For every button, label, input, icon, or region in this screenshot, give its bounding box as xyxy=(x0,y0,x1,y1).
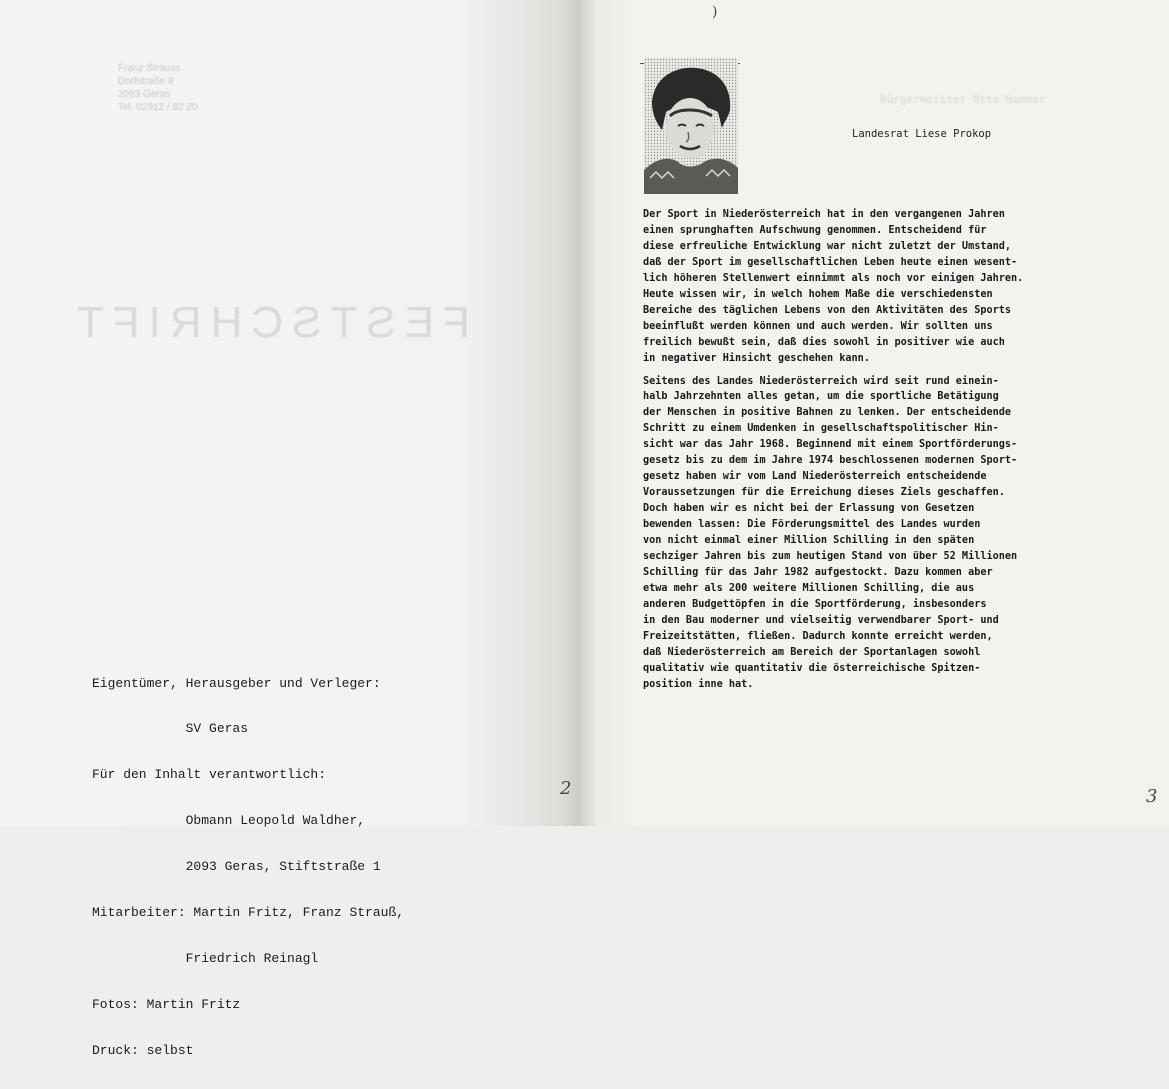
pen-mark: ) xyxy=(712,4,718,20)
stamp-line: Tel. 02912 / 82 20 xyxy=(118,102,198,113)
text-line: qualitativ wie quantitativ die österreichische Spitzen- xyxy=(643,662,981,674)
text-line: diese erfreuliche Entwicklung war nicht zuletzt der Umstand, xyxy=(643,240,1012,252)
text-line: Heute wissen wir, in welch hohem Maße die verschiedensten xyxy=(643,288,993,300)
imprint-block xyxy=(92,645,512,1089)
text-line: halb Jahrzehnten alles getan, um die sportliche Betätigung xyxy=(643,391,999,403)
stamp-line: 2093 Geras xyxy=(118,89,171,100)
stamp-line: Franz Strauss xyxy=(118,63,181,74)
text-line: etwa mehr als 200 weitere Millionen Schilling, die aus xyxy=(643,582,975,594)
text-line: bewenden lassen: Die Förderungsmittel des Landes wurden xyxy=(643,519,981,531)
show-through-title: FESTSCHRIFT xyxy=(67,298,470,347)
text-line: freilich bewußt sein, daß dies sowohl in positiver wie auch xyxy=(643,336,1005,348)
text-line: Voraussetzungen für die Erreichung dieses Ziels geschaffen. xyxy=(643,487,1005,499)
text-line: Schritt zu einem Umdenken in gesellschaftspolitischer Hin- xyxy=(643,423,999,435)
text-line: gesetz bis zu dem im Jahre 1974 beschlossenen modernen Sport- xyxy=(643,455,1018,467)
imprint-line: Eigentümer, Herausgeber und Verleger: xyxy=(92,675,381,691)
stamp-line: Dorfstraße 8 xyxy=(118,76,174,87)
page-number-left: 2 xyxy=(560,778,572,799)
text-line: Doch haben wir es nicht bei der Erlassung von Gesetzen xyxy=(643,503,975,515)
text-line: Seitens des Landes Niederösterreich wird seit rund einein- xyxy=(643,375,999,387)
text-line: Schilling für das Jahr 1982 aufgestockt. Dazu kommen aber xyxy=(643,566,993,578)
text-line: sicht war das Jahr 1968. Beginnend mit einem Sportförderungs- xyxy=(643,439,1018,451)
page-number-right: 3 xyxy=(1146,786,1158,807)
show-through-heading: Bürgermeister Otto Hammer xyxy=(880,93,1046,106)
imprint-line: Mitarbeiter: Martin Fritz, Franz Strauß, xyxy=(92,905,405,921)
text-line: einen sprunghaften Aufschwung genommen. Entscheidend für xyxy=(643,224,987,236)
text-line: beeinflußt werden können und auch werden. Wir sollten uns xyxy=(643,320,993,332)
text-line: in negativer Hinsicht geschehen kann. xyxy=(643,352,870,364)
address-stamp xyxy=(118,62,228,114)
text-line: daß der Sport im gesellschaftlichen Leben heute einen wesent- xyxy=(643,256,1018,268)
show-through-text xyxy=(1062,170,1162,730)
left-page xyxy=(0,0,580,1058)
imprint-line: Friedrich Reinagl xyxy=(92,950,319,966)
text-line: von nicht einmal einer Million Schilling in den späten xyxy=(643,535,975,547)
text-line: Bereiche des täglichen Lebens von den Aktivitäten des Sports xyxy=(643,304,1012,316)
imprint-line: Für den Inhalt verantwortlich: xyxy=(92,767,327,783)
imprint-line: Druck: selbst xyxy=(92,1042,194,1058)
paragraph xyxy=(643,374,1063,693)
text-line: anderen Budgettöpfen in die Sportförderung, insbesonders xyxy=(643,598,987,610)
paragraph xyxy=(643,207,1063,367)
portrait-photo xyxy=(644,58,738,194)
text-line: daß Niederösterreich am Bereich der Sportanlagen sowohl xyxy=(643,646,981,658)
text-line: position inne hat. xyxy=(643,678,754,690)
text-line: in den Bau moderner und vielseitig verwendbarer Sport- und xyxy=(643,614,999,626)
text-line: Freizeitstätten, fließen. Dadurch konnte erreicht werden, xyxy=(643,630,993,642)
imprint-line: 2093 Geras, Stiftstraße 1 xyxy=(92,859,381,875)
imprint-line: Obmann Leopold Waldher, xyxy=(92,813,366,829)
article-body xyxy=(643,207,1063,700)
text-line: gesetz haben wir vom Land Niederösterreich entscheidende xyxy=(643,471,987,483)
text-line: Der Sport in Niederösterreich hat in den vergangenen Jahren xyxy=(643,209,1005,220)
text-line: sechziger Jahren bis zum heutigen Stand von über 52 Millionen xyxy=(643,551,1018,563)
imprint-line: SV Geras xyxy=(92,721,249,737)
text-line: der Menschen in positive Bahnen zu lenken. Der entscheidende xyxy=(643,407,1012,419)
photo-caption: Landesrat Liese Prokop xyxy=(852,128,992,140)
text-line: lich höheren Stellenwert einnimmt als noch vor einigen Jahren. xyxy=(643,272,1024,284)
imprint-line: Fotos: Martin Fritz xyxy=(92,996,241,1012)
